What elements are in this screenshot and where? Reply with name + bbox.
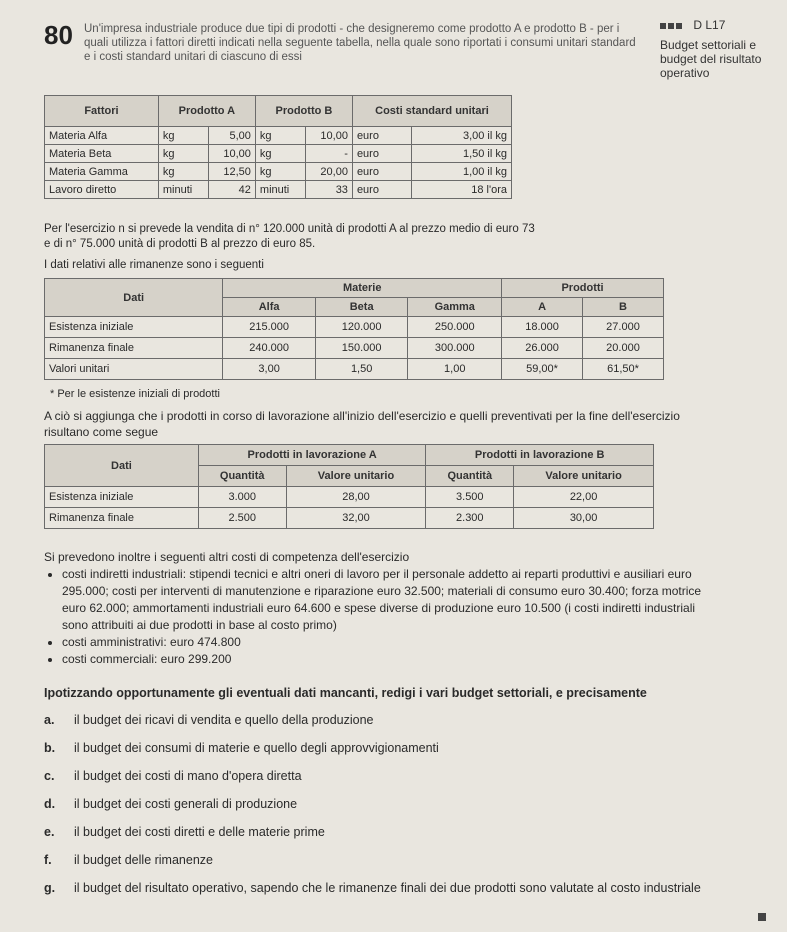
- table-cell: 3,00: [223, 359, 316, 380]
- table-subheader: Gamma: [408, 298, 502, 317]
- topic-label: Budget settoriali e budget del risultato operativo: [660, 38, 762, 80]
- item-letter: b.: [44, 741, 56, 755]
- table-cell: 3.500: [426, 487, 514, 508]
- task-items-list: [44, 712, 724, 908]
- table-cell: 1,00 il kg: [411, 163, 511, 181]
- item-text: il budget dei costi generali di produzione: [74, 797, 298, 811]
- table-cell: 59,00*: [502, 359, 583, 380]
- table-row: [45, 127, 512, 145]
- difficulty-tag: [660, 18, 725, 32]
- table-header: Dati: [45, 445, 199, 487]
- item-letter: e.: [44, 825, 55, 839]
- paragraph-line: Per l'esercizio n si prevede la vendita di n° 120.000 unità di prodotti A al prezzo medio di euro 73: [44, 223, 535, 235]
- table-cell: euro: [352, 145, 411, 163]
- table-cell: Materia Beta: [45, 145, 159, 163]
- table-cell: 2.300: [426, 508, 514, 529]
- table-cell: Esistenza iniziale: [45, 317, 223, 338]
- table-row: [45, 508, 654, 529]
- table-cell: euro: [352, 163, 411, 181]
- table-cell: Valori unitari: [45, 359, 223, 380]
- table-cell: 150.000: [315, 338, 408, 359]
- table-header: Prodotti in lavorazione A: [198, 445, 426, 466]
- table-cell: 1,50 il kg: [411, 145, 511, 163]
- paragraph-line: e di n° 75.000 unità di prodotti B al prezzo di euro 85.: [44, 238, 316, 250]
- table-header: Prodotti in lavorazione B: [426, 445, 654, 466]
- sales-forecast-text: [44, 222, 644, 252]
- table-cell: 10,00: [305, 127, 352, 145]
- list-item: • costi indiretti industriali: stipendi tecnici e altri oneri di lavoro per il personale addetto ai reparti produttivi e ausiliari euro 295.000; costi per interventi di manutenzione e riparazione euro 32.500; materiali di consumo euro 30.400; forza motrice euro 62.000; ammortamenti industriali euro 64.600 e spese diverse di produzione euro 10.500 (i costi indiretti industriali sono attribuiti ai due prodotti in base al costo primo): [62, 566, 702, 634]
- table-header: Prodotti: [502, 279, 664, 298]
- work-in-progress-table: [44, 444, 654, 529]
- level-code: D L17: [693, 18, 726, 32]
- table-cell: 42: [208, 181, 255, 199]
- table-cell: 1,00: [408, 359, 502, 380]
- table-cell: Materia Alfa: [45, 127, 159, 145]
- table-cell: 215.000: [223, 317, 316, 338]
- table-row: [45, 338, 664, 359]
- table-cell: -: [305, 145, 352, 163]
- table-subheader: A: [502, 298, 583, 317]
- list-item: [44, 768, 724, 784]
- table-header: Prodotto A: [158, 96, 255, 127]
- item-letter: d.: [44, 797, 56, 811]
- table-row: [45, 359, 664, 380]
- table-subheader: Valore unitario: [286, 466, 426, 487]
- table-header: Fattori: [45, 96, 159, 127]
- table-subheader: Beta: [315, 298, 408, 317]
- factors-table: [44, 95, 512, 199]
- table-cell: 20,00: [305, 163, 352, 181]
- table-header: Materie: [223, 279, 502, 298]
- table-cell: 10,00: [208, 145, 255, 163]
- item-letter: a.: [44, 713, 55, 727]
- table-cell: 18 l'ora: [411, 181, 511, 199]
- item-text: il budget del risultato operativo, sapendo che le rimanenze finali dei due prodotti sono valutate al costo industriale: [74, 881, 701, 895]
- exercise-number: 80: [44, 20, 73, 50]
- difficulty-square-icon: [668, 23, 674, 29]
- item-text: il budget dei ricavi di vendita e quello della produzione: [74, 713, 374, 727]
- table-cell: kg: [255, 145, 305, 163]
- table-cell: Esistenza iniziale: [45, 487, 199, 508]
- table-subheader: Quantità: [426, 466, 514, 487]
- table-cell: Lavoro diretto: [45, 181, 159, 199]
- table-cell: 32,00: [286, 508, 426, 529]
- table-cell: kg: [255, 163, 305, 181]
- item-letter: f.: [44, 853, 52, 867]
- table-cell: 26.000: [502, 338, 583, 359]
- difficulty-square-icon: [676, 23, 682, 29]
- list-item: • costi commerciali: euro 299.200: [62, 651, 702, 668]
- table-cell: 240.000: [223, 338, 316, 359]
- list-item: [44, 880, 724, 896]
- other-costs-intro: Si prevedono inoltre i seguenti altri costi di competenza dell'esercizio: [44, 550, 410, 564]
- table-cell: 3,00 il kg: [411, 127, 511, 145]
- work-in-progress-intro: A ciò si aggiunga che i prodotti in corso di lavorazione all'inizio dell'esercizio e quelli preventivati per la fine dell'esercizio risultano come segue: [44, 409, 680, 439]
- table-cell: euro: [352, 181, 411, 199]
- table-cell: 30,00: [514, 508, 654, 529]
- list-item: • costi amministrativi: euro 474.800: [62, 634, 702, 651]
- table-header: Dati: [45, 279, 223, 317]
- list-item: [44, 712, 724, 728]
- table-cell: 5,00: [208, 127, 255, 145]
- inventory-intro: I dati relativi alle rimanenze sono i seguenti: [44, 259, 264, 271]
- task-statement: Ipotizzando opportunamente gli eventuali dati mancanti, redigi i vari budget settoriali, e precisamente: [44, 686, 647, 700]
- table-cell: 1,50: [315, 359, 408, 380]
- item-letter: g.: [44, 881, 56, 895]
- list-item: [44, 796, 724, 812]
- table-footnote: * Per le esistenze iniziali di prodotti: [50, 388, 220, 400]
- item-text: il budget dei consumi di materie e quello degli approvvigionamenti: [74, 741, 439, 755]
- table-cell: kg: [158, 163, 208, 181]
- table-row: [45, 163, 512, 181]
- table-cell: Materia Gamma: [45, 163, 159, 181]
- table-row: [45, 181, 512, 199]
- list-item: [44, 740, 724, 756]
- table-cell: 18.000: [502, 317, 583, 338]
- table-cell: 61,50*: [583, 359, 664, 380]
- table-subheader: Valore unitario: [514, 466, 654, 487]
- table-row: [45, 317, 664, 338]
- list-item: [44, 852, 724, 868]
- table-cell: 20.000: [583, 338, 664, 359]
- table-cell: 28,00: [286, 487, 426, 508]
- table-header: Costi standard unitari: [352, 96, 511, 127]
- list-item: [44, 824, 724, 840]
- table-cell: 22,00: [514, 487, 654, 508]
- table-row: [45, 145, 512, 163]
- table-cell: 3.000: [198, 487, 286, 508]
- table-cell: kg: [255, 127, 305, 145]
- inventory-table: [44, 278, 664, 380]
- table-cell: kg: [158, 145, 208, 163]
- table-cell: 300.000: [408, 338, 502, 359]
- item-text: il budget dei costi di mano d'opera diretta: [74, 769, 302, 783]
- page-end-square-icon: [758, 913, 766, 921]
- table-row: [45, 487, 654, 508]
- exercise-intro: Un'impresa industriale produce due tipi di prodotti - che designeremo come prodotto A e prodotto B - per i quali utilizza i fattori diretti indicati nella seguente tabella, nella quale sono riportati i consumi unitari standard e i costi standard unitari di ciascuno di essi: [84, 23, 636, 63]
- table-subheader: Quantità: [198, 466, 286, 487]
- item-text: il budget delle rimanenze: [74, 853, 213, 867]
- table-cell: euro: [352, 127, 411, 145]
- table-cell: 120.000: [315, 317, 408, 338]
- table-cell: minuti: [158, 181, 208, 199]
- table-cell: 12,50: [208, 163, 255, 181]
- item-letter: c.: [44, 769, 55, 783]
- table-cell: minuti: [255, 181, 305, 199]
- table-cell: kg: [158, 127, 208, 145]
- table-subheader: Alfa: [223, 298, 316, 317]
- table-cell: 27.000: [583, 317, 664, 338]
- table-cell: 2.500: [198, 508, 286, 529]
- table-header: Prodotto B: [255, 96, 352, 127]
- difficulty-square-icon: [660, 23, 666, 29]
- item-text: il budget dei costi diretti e delle materie prime: [74, 825, 325, 839]
- table-cell: 33: [305, 181, 352, 199]
- costs-list: [44, 566, 702, 668]
- table-cell: Rimanenza finale: [45, 508, 199, 529]
- table-subheader: B: [583, 298, 664, 317]
- table-cell: 250.000: [408, 317, 502, 338]
- table-cell: Rimanenza finale: [45, 338, 223, 359]
